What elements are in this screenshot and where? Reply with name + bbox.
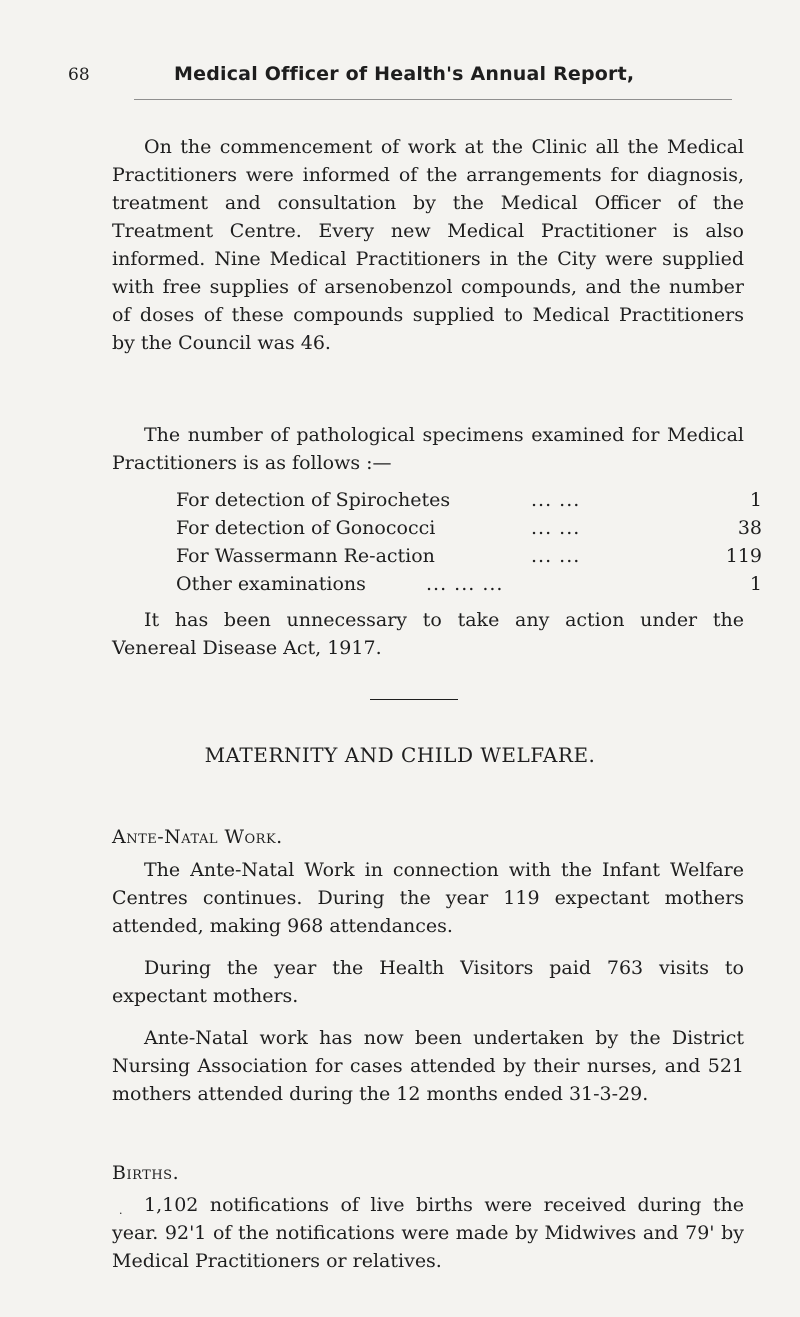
specimens-table — [176, 486, 762, 598]
births-heading: Births. — [112, 1162, 180, 1184]
specimen-row — [176, 514, 762, 542]
ante-natal-paragraph-2-block — [112, 954, 744, 1010]
specimen-count: 38 — [737, 517, 762, 539]
specimen-row — [176, 570, 762, 598]
specimen-count: 1 — [749, 489, 762, 511]
header-rule — [134, 99, 732, 100]
venereal-paragraph-block — [112, 606, 744, 662]
specimen-row — [176, 542, 762, 570]
births-paragraph-block — [112, 1191, 744, 1275]
clinic-paragraph-block — [112, 133, 744, 357]
clinic-paragraph: On the commencement of work at the Clinic all the Medical Practitioners were informed of the arrangements for diagnosis, treatment and consultation by the Medical Officer of the Treatment Centre. Every new Medical Practitioner is also informed. Nine Medical Practitioners in the City were supplied with free supplies of arsenobenzol compounds, and the number of doses of these compounds supplied to Medical Practitioners by the Council was 46. — [112, 136, 744, 354]
section-divider — [370, 699, 458, 700]
running-title: Medical Officer of Health's Annual Report, — [174, 63, 635, 85]
specimens-intro: The number of pathological specimens examined for Medical Practitioners is as follows :— — [112, 424, 744, 474]
leader-dots: ... ... ... — [426, 573, 504, 595]
ante-natal-paragraph-3-block — [112, 1024, 744, 1108]
leader-dots: ... ... — [531, 545, 581, 567]
stray-mark: · — [119, 1207, 123, 1220]
ante-natal-paragraph-1-block — [112, 856, 744, 940]
births-paragraph: 1,102 notifications of live births were received during the year. 92'1 of the notifications were made by Midwives and 79' by Medical Practitioners or relatives. — [112, 1194, 744, 1272]
leader-dots: ... ... — [531, 489, 581, 511]
leader-dots: ... ... — [531, 517, 581, 539]
specimen-label: Other examinations — [176, 573, 366, 595]
ante-natal-heading: Ante-Natal Work. — [112, 826, 283, 848]
specimen-label: For Wassermann Re-action — [176, 545, 435, 567]
specimens-intro-block — [112, 421, 744, 477]
venereal-paragraph: It has been unnecessary to take any action under the Venereal Disease Act, 1917. — [112, 609, 744, 659]
specimen-label: For detection of Spirochetes — [176, 489, 451, 511]
page-number: 68 — [68, 65, 90, 85]
specimen-count: 1 — [749, 573, 762, 595]
page-header — [68, 64, 732, 92]
ante-natal-paragraph-3: Ante-Natal work has now been undertaken by the District Nursing Association for cases attended by their nurses, and 521 mothers attended during the 12 months ended 31-3-29. — [112, 1027, 744, 1105]
specimen-label: For detection of Gonococci — [176, 517, 436, 539]
section-title: MATERNITY AND CHILD WELFARE. — [204, 743, 596, 767]
specimen-count: 119 — [725, 545, 762, 567]
ante-natal-paragraph-1: The Ante-Natal Work in connection with the Infant Welfare Centres continues. During the year 119 expectant mothers attended, making 968 attendances. — [112, 859, 744, 937]
specimen-row — [176, 486, 762, 514]
ante-natal-paragraph-2: During the year the Health Visitors paid 763 visits to expectant mothers. — [112, 957, 744, 1007]
